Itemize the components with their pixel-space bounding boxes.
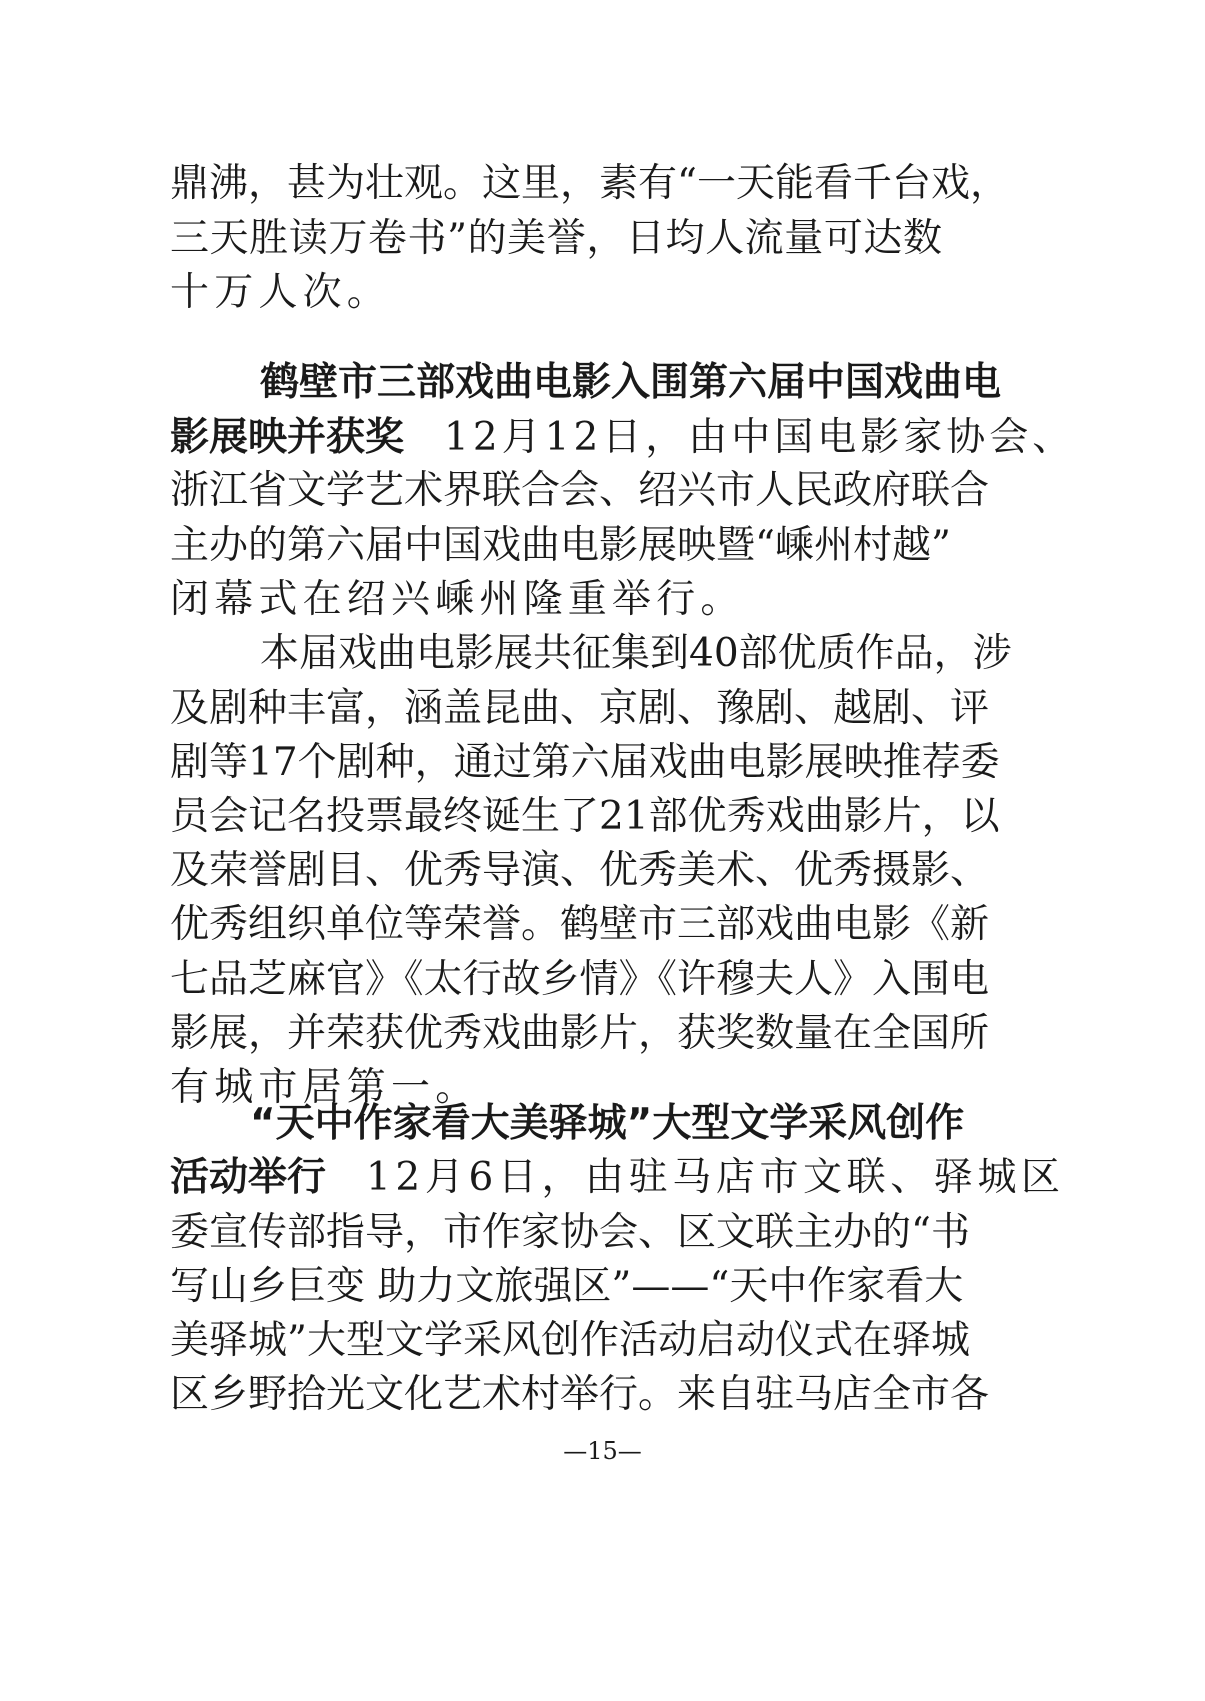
article2-line-1: 委宣传部指导，市作家协会、区文联主办的“书 [170,1210,970,1255]
article2-heading-line-2 [170,1151,1065,1205]
article1-title-line-1: 鹤壁市三部戏曲电影入围第六届中国戏曲电 [260,360,1002,405]
article1-p2-line-9: 有城市居第一。 [170,1065,480,1110]
article1-p2-line-4: 员会记名投票最终诞生了21部优秀戏曲影片，以 [170,794,1000,839]
article2-line-2: 写山乡巨变 助力文旅强区”——“天中作家看大 [170,1264,964,1309]
article2-title-line-1: “天中作家看大美驿城”大型文学采风创作 [250,1101,965,1146]
article2-line-3: 美驿城”大型文学采风创作活动启动仪式在驿城 [170,1318,970,1363]
article1-line-2: 主办的第六届中国戏曲电影展映暨“嵊州村越” [170,523,951,568]
page-number: —15— [563,1437,642,1465]
article2-lead: 12月6日，由驻马店市文联、驿城区 [366,1155,1065,1200]
article1-p2-line-3: 剧等17个剧种，通过第六届戏曲电影展映推荐委 [170,740,1000,785]
article1-line-3: 闭幕式在绍兴嵊州隆重举行。 [170,577,745,622]
article1-p2-line-7: 七品芝麻官》《太行故乡情》《许穆夫人》入围电 [170,957,990,1002]
article2-title-line-2: 活动举行 [170,1155,327,1200]
article1-p2-line-5: 及荣誉剧目、优秀导演、优秀美术、优秀摄影、 [170,848,990,893]
article1-p2-line-6: 优秀组织单位等荣誉。鹤壁市三部戏曲电影《新 [170,902,990,947]
article1-p2-line-8: 影展，并荣获优秀戏曲影片，获奖数量在全国所 [170,1011,990,1056]
intro-line-2: 三天胜读万卷书”的美誉，日均人流量可达数 [170,216,942,261]
article1-line-1: 浙江省文学艺术界联合会、绍兴市人民政府联合 [170,468,990,513]
intro-line-1: 鼎沸，甚为壮观。这里，素有“一天能看千台戏， [170,161,1009,206]
article1-p2-line-2: 及剧种丰富，涵盖昆曲、京剧、豫剧、越剧、评 [170,686,990,731]
article1-heading-line-2 [170,411,1076,465]
article1-lead: 12月12日，由中国电影家协会、 [444,415,1076,460]
article1-p2-line-1: 本届戏曲电影展共征集到40部优质作品，涉 [260,631,1012,676]
article1-title-line-2: 影展映并获奖 [170,415,405,460]
article2-line-4: 区乡野拾光文化艺术村举行。来自驻马店全市各 [170,1372,990,1417]
intro-line-3: 十万人次。 [170,270,392,315]
